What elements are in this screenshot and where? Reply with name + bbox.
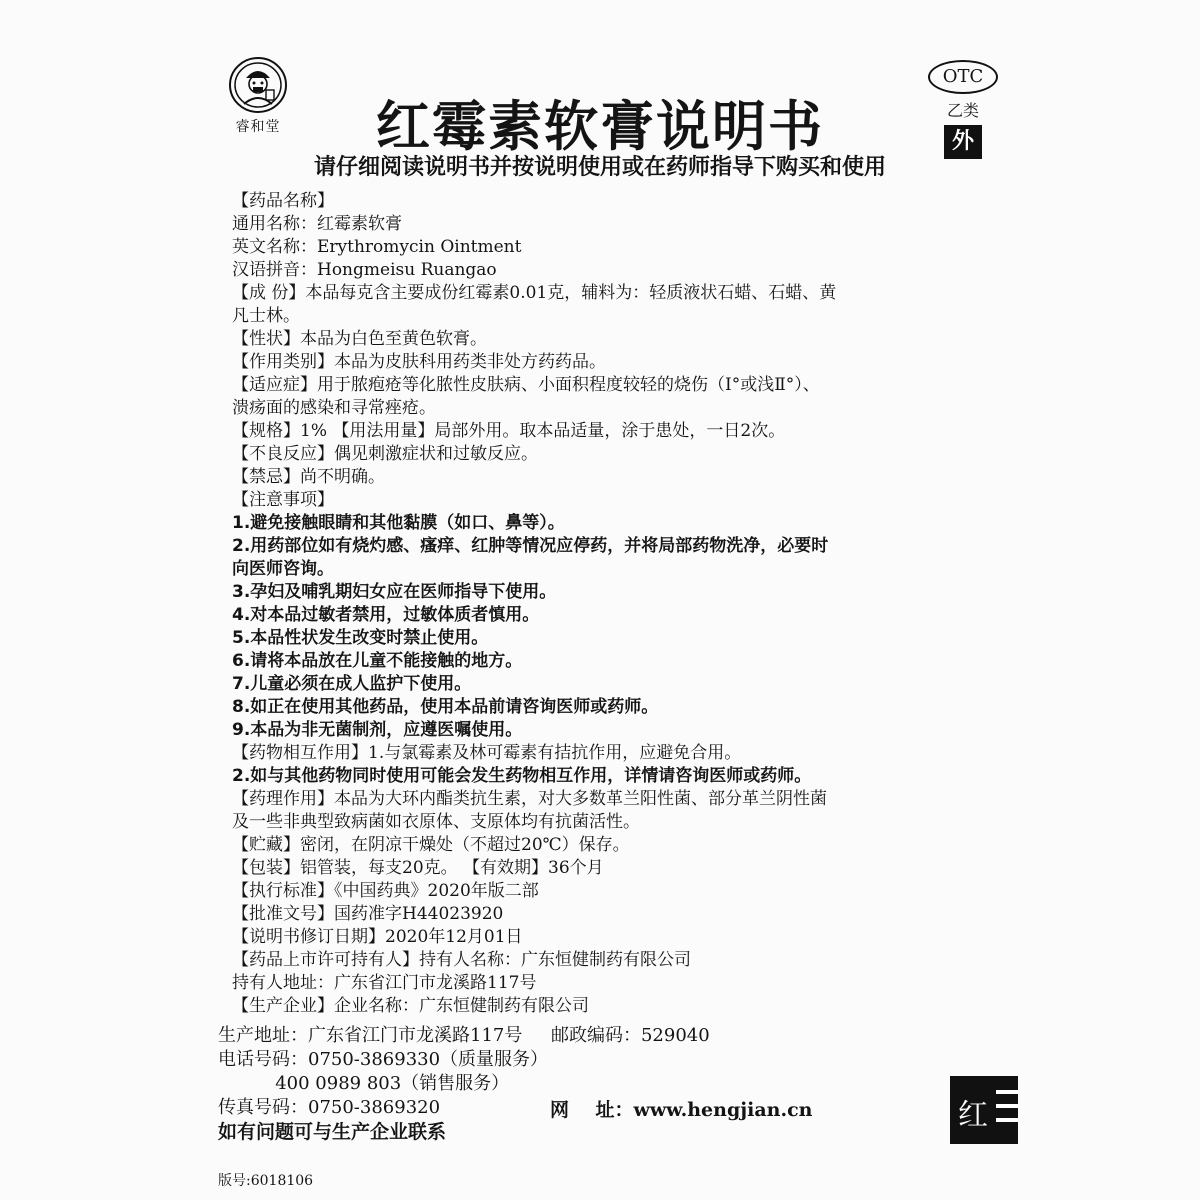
section-line: 【药理作用】本品为大环内酯类抗生素，对大多数革兰阳性菌、部分革兰阴性菌: [232, 789, 827, 809]
section-line: 英文名称：Erythromycin Ointment: [232, 237, 522, 257]
otc-badge: OTC: [928, 60, 998, 94]
brand-name: 睿和堂: [235, 119, 281, 135]
section-line: 溃疡面的感染和寻常痤疮。: [232, 398, 436, 418]
section-line: 【药品上市许可持有人】持有人名称：广东恒健制药有限公司: [232, 950, 691, 970]
website: 网 址：www.hengjian.cn: [550, 1099, 813, 1121]
brand-logo: [222, 56, 294, 136]
section-line: 【不良反应】偶见刺激症状和过敏反应。: [232, 444, 538, 464]
fax-number: 传真号码：0750-3869320: [218, 1097, 441, 1118]
phone-number: 电话号码：0750-3869330（质量服务）: [218, 1049, 549, 1070]
version-number: 版号:6018106: [218, 1173, 314, 1189]
caution-line: 4.对本品过敏者禁用，过敏体质者慎用。: [232, 605, 540, 625]
sales-phone: 400 0989 803（销售服务）: [218, 1073, 510, 1094]
section-line: 汉语拼音：Hongmeisu Ruangao: [232, 260, 497, 280]
section-line: 【禁忌】尚不明确。: [232, 467, 385, 487]
section-line: 【规格】1% 【用法用量】局部外用。取本品适量，涂于患处，一日2次。: [232, 421, 786, 441]
section-line: 【药品名称】: [232, 191, 334, 211]
section-line: 【性状】本品为白色至黄色软膏。: [232, 329, 487, 349]
otc-label: [928, 60, 998, 159]
section-line: 2.如与其他药物同时使用可能会发生药物相互作用，详情请咨询医师或药师。: [232, 766, 812, 786]
caution-line: 7.儿童必须在成人监护下使用。: [232, 674, 472, 694]
otc-category: 乙类: [946, 101, 979, 120]
section-line: 【适应症】用于脓疱疮等化脓性皮肤病、小面积程度较轻的烧伤（Ⅰ°或浅Ⅱ°）、: [232, 375, 820, 395]
section-line: 【生产企业】企业名称：广东恒健制药有限公司: [232, 996, 589, 1016]
section-line: 凡士林。: [232, 306, 300, 326]
color-code-mark: [950, 1076, 1018, 1144]
caution-line: 8.如正在使用其他药品，使用本品前请咨询医师或药师。: [232, 697, 659, 717]
caution-line: 向医师咨询。: [232, 559, 334, 579]
section-line: 【执行标准】《中国药典》2020年版二部: [232, 881, 539, 901]
mark-stripe: [996, 1104, 1018, 1108]
section-line: 通用名称：红霉素软膏: [232, 214, 402, 234]
caution-line: 3.孕妇及哺乳期妇女应在医师指导下使用。: [232, 582, 557, 602]
section-line: 【批准文号】国药准字H44023920: [232, 904, 504, 924]
color-code-text: 红: [958, 1098, 988, 1133]
section-line: 【包装】铝管装，每支20克。 【有效期】36个月: [232, 858, 604, 878]
section-line: 【贮藏】密闭，在阴凉干燥处（不超过20℃）保存。: [232, 835, 630, 855]
caution-line: 6.请将本品放在儿童不能接触的地方。: [232, 651, 523, 671]
section-line: 及一些非典型致病菌如衣原体、支原体均有抗菌活性。: [232, 812, 640, 832]
section-line: 【作用类别】本品为皮肤科用药类非处方药药品。: [232, 352, 606, 372]
manufacturer-contact: [218, 1024, 978, 1144]
caution-line: 5.本品性状发生改变时禁止使用。: [232, 628, 489, 648]
caution-line: 1.避免接触眼睛和其他黏膜（如口、鼻等）。: [232, 513, 565, 533]
document-title: 红霉素软膏说明书: [376, 95, 824, 158]
caution-line: 2.用药部位如有烧灼感、瘙痒、红肿等情况应停药，并将局部药物洗净，必要时: [232, 536, 829, 556]
instruction-subtitle: 请仔细阅读说明书并按说明使用或在药师指导下购买和使用: [313, 155, 886, 180]
section-line: 持有人地址：广东省江门市龙溪路117号: [232, 973, 537, 993]
leaflet-body: [232, 190, 1032, 1018]
caution-line: 9.本品为非无菌制剂，应遵医嘱使用。: [232, 720, 523, 740]
production-address: 生产地址：广东省江门市龙溪路117号 邮政编码：529040: [218, 1025, 710, 1046]
mark-stripe: [996, 1118, 1018, 1122]
section-line: 【成 份】本品每克含主要成份红霉素0.01克，辅料为：轻质液状石蜡、石蜡、黄: [232, 283, 837, 303]
section-line: 【注意事项】: [232, 490, 334, 510]
section-line: 【说明书修订日期】2020年12月01日: [232, 927, 523, 947]
section-line: 【药物相互作用】1.与氯霉素及林可霉素有拮抗作用，应避免合用。: [232, 743, 742, 763]
pharmacist-logo-icon: [228, 56, 288, 114]
mark-stripe: [996, 1090, 1018, 1094]
contact-note: 如有问题可与生产企业联系: [218, 1121, 447, 1143]
external-use-badge: 外: [944, 125, 982, 159]
